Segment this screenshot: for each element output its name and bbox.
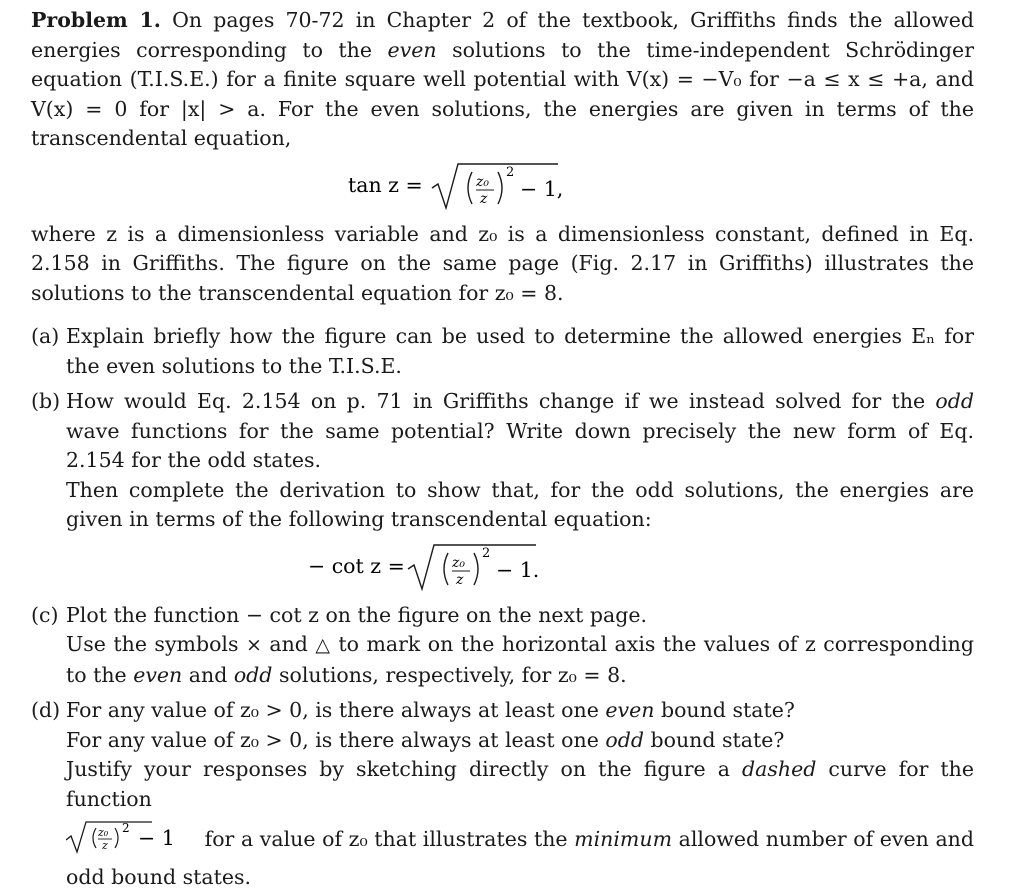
inline-sqrt-svg xyxy=(66,818,198,854)
part-c-text-2 xyxy=(66,630,974,690)
part-d-line-1-pre: For any value of z₀ > 0, is there always at least one xyxy=(66,698,606,722)
part-c-end: solutions, respectively, for z₀ = 8. xyxy=(272,662,627,687)
part-b-text-1 xyxy=(66,387,974,476)
part-c-and: and xyxy=(261,632,316,656)
after-equation-text: where z is a dimensionless variable and z₀ is a dimensionless constant, defined in Eq. 2.158 in Griffiths. The figure on the same page (Fig. 2.17 in Griffiths) illustrates the solutions to the transcendental equation for z₀ = 8. xyxy=(31,221,974,305)
part-a xyxy=(31,322,974,381)
eq1-tail: − 1, xyxy=(519,176,563,201)
part-d-odd: odd xyxy=(605,727,644,752)
part-d-line-4-post: allowed number of even and odd bound states. xyxy=(66,827,975,889)
inline-frac-den: z xyxy=(102,839,108,852)
part-c-odd: odd xyxy=(233,662,273,687)
part-d-line-2 xyxy=(66,726,974,756)
part-b-odd: odd xyxy=(935,389,974,413)
eq1-frac-den: z xyxy=(479,190,487,207)
intro-even: even xyxy=(387,37,437,62)
equation-tan-svg xyxy=(348,156,588,216)
part-d-line-3-post: curve for the function xyxy=(66,757,974,811)
eq2-power: 2 xyxy=(481,545,490,561)
cross-symbol: × xyxy=(245,634,262,656)
inline-paren-right xyxy=(115,828,118,848)
part-c-and-2: and xyxy=(182,662,234,687)
part-c xyxy=(31,601,974,691)
part-b-label: (b) xyxy=(31,389,61,413)
inline-paren-left xyxy=(93,828,96,848)
part-c-even: even xyxy=(133,662,183,687)
eq1-paren-right xyxy=(498,172,502,204)
eq2-tail: − 1. xyxy=(495,557,539,582)
part-b xyxy=(31,387,974,599)
part-d-line-3 xyxy=(66,755,974,814)
inline-frac-num: z₀ xyxy=(98,826,109,839)
part-c-label: (c) xyxy=(31,602,59,627)
triangle-symbol: △ xyxy=(315,634,331,656)
part-b-text-1-post: wave functions for the same potential? Write down precisely the new form of Eq. 2.154 for the odd states. xyxy=(66,418,974,472)
part-d-line-2-post: bound state? xyxy=(643,727,785,752)
part-b-text-2: Then complete the derivation to show that, for the odd solutions, the energies are given in terms of the following transcendental equation: xyxy=(66,477,974,531)
part-d-even: even xyxy=(605,698,655,722)
part-d xyxy=(31,696,974,892)
part-d-dashed: dashed xyxy=(742,757,817,781)
intro-text-1: On pages 70-72 in Chapter 2 of the textbook, Griffiths finds the allowed energies corresponding to the xyxy=(31,8,974,62)
eq1-power: 2 xyxy=(505,164,514,180)
eq2-frac-den: z xyxy=(455,571,463,588)
eq2-frac-num: z₀ xyxy=(451,554,465,571)
part-a-label: (a) xyxy=(31,324,60,348)
eq2-paren-left xyxy=(444,553,448,585)
problem-heading: Problem 1. xyxy=(31,8,161,32)
part-d-line-2-pre: For any value of z₀ > 0, is there always at least one xyxy=(66,727,606,752)
part-a-text: Explain briefly how the figure can be used to determine the allowed energies Eₙ for the even solutions to the T.I.S.E. xyxy=(66,324,974,378)
equation-cot-svg xyxy=(308,537,568,597)
part-c-text-2-pre: Use the symbols xyxy=(66,632,246,656)
part-d-label: (d) xyxy=(31,698,61,722)
part-d-line-4 xyxy=(66,818,974,892)
part-d-minimum: minimum xyxy=(574,827,673,851)
part-d-line-4-pre: for a value of z₀ that illustrates the xyxy=(198,827,575,851)
part-c-text-2-post: to mark on the horizontal axis the values of z corresponding to the xyxy=(66,632,974,687)
eq2-paren-right xyxy=(474,553,478,585)
part-c-text-1: Plot the function − cot z on the figure on the next page. xyxy=(66,602,647,627)
eq1-paren-left xyxy=(468,172,472,204)
part-d-line-3-pre: Justify your responses by sketching directly on the figure a xyxy=(66,757,742,781)
inline-tail: − 1 xyxy=(138,826,175,850)
inline-sqrt xyxy=(66,818,198,863)
inline-power: 2 xyxy=(122,821,130,835)
part-b-text-1-pre: How would Eq. 2.154 on p. 71 in Griffiths change if we instead solved for the xyxy=(66,389,936,413)
eq1-frac-num: z₀ xyxy=(475,173,489,190)
equation-tan xyxy=(31,154,974,218)
problem-intro xyxy=(31,6,974,154)
eq2-lhs: − cot z = xyxy=(307,553,405,578)
eq1-lhs: tan z = xyxy=(347,172,423,197)
intro-text-2: solutions to the time-independent Schrödinger equation (T.I.S.E.) for a finite square well potential with V(x) = −V₀ for −a ≤ x ≤ +a, and V(x) = 0 for |x| > a. For the even solutions, the energies are given in terms of the transcendental equation, xyxy=(31,37,974,150)
part-d-line-1 xyxy=(66,696,974,726)
equation-cot xyxy=(31,535,974,599)
part-d-line-1-post: bound state? xyxy=(654,698,795,722)
